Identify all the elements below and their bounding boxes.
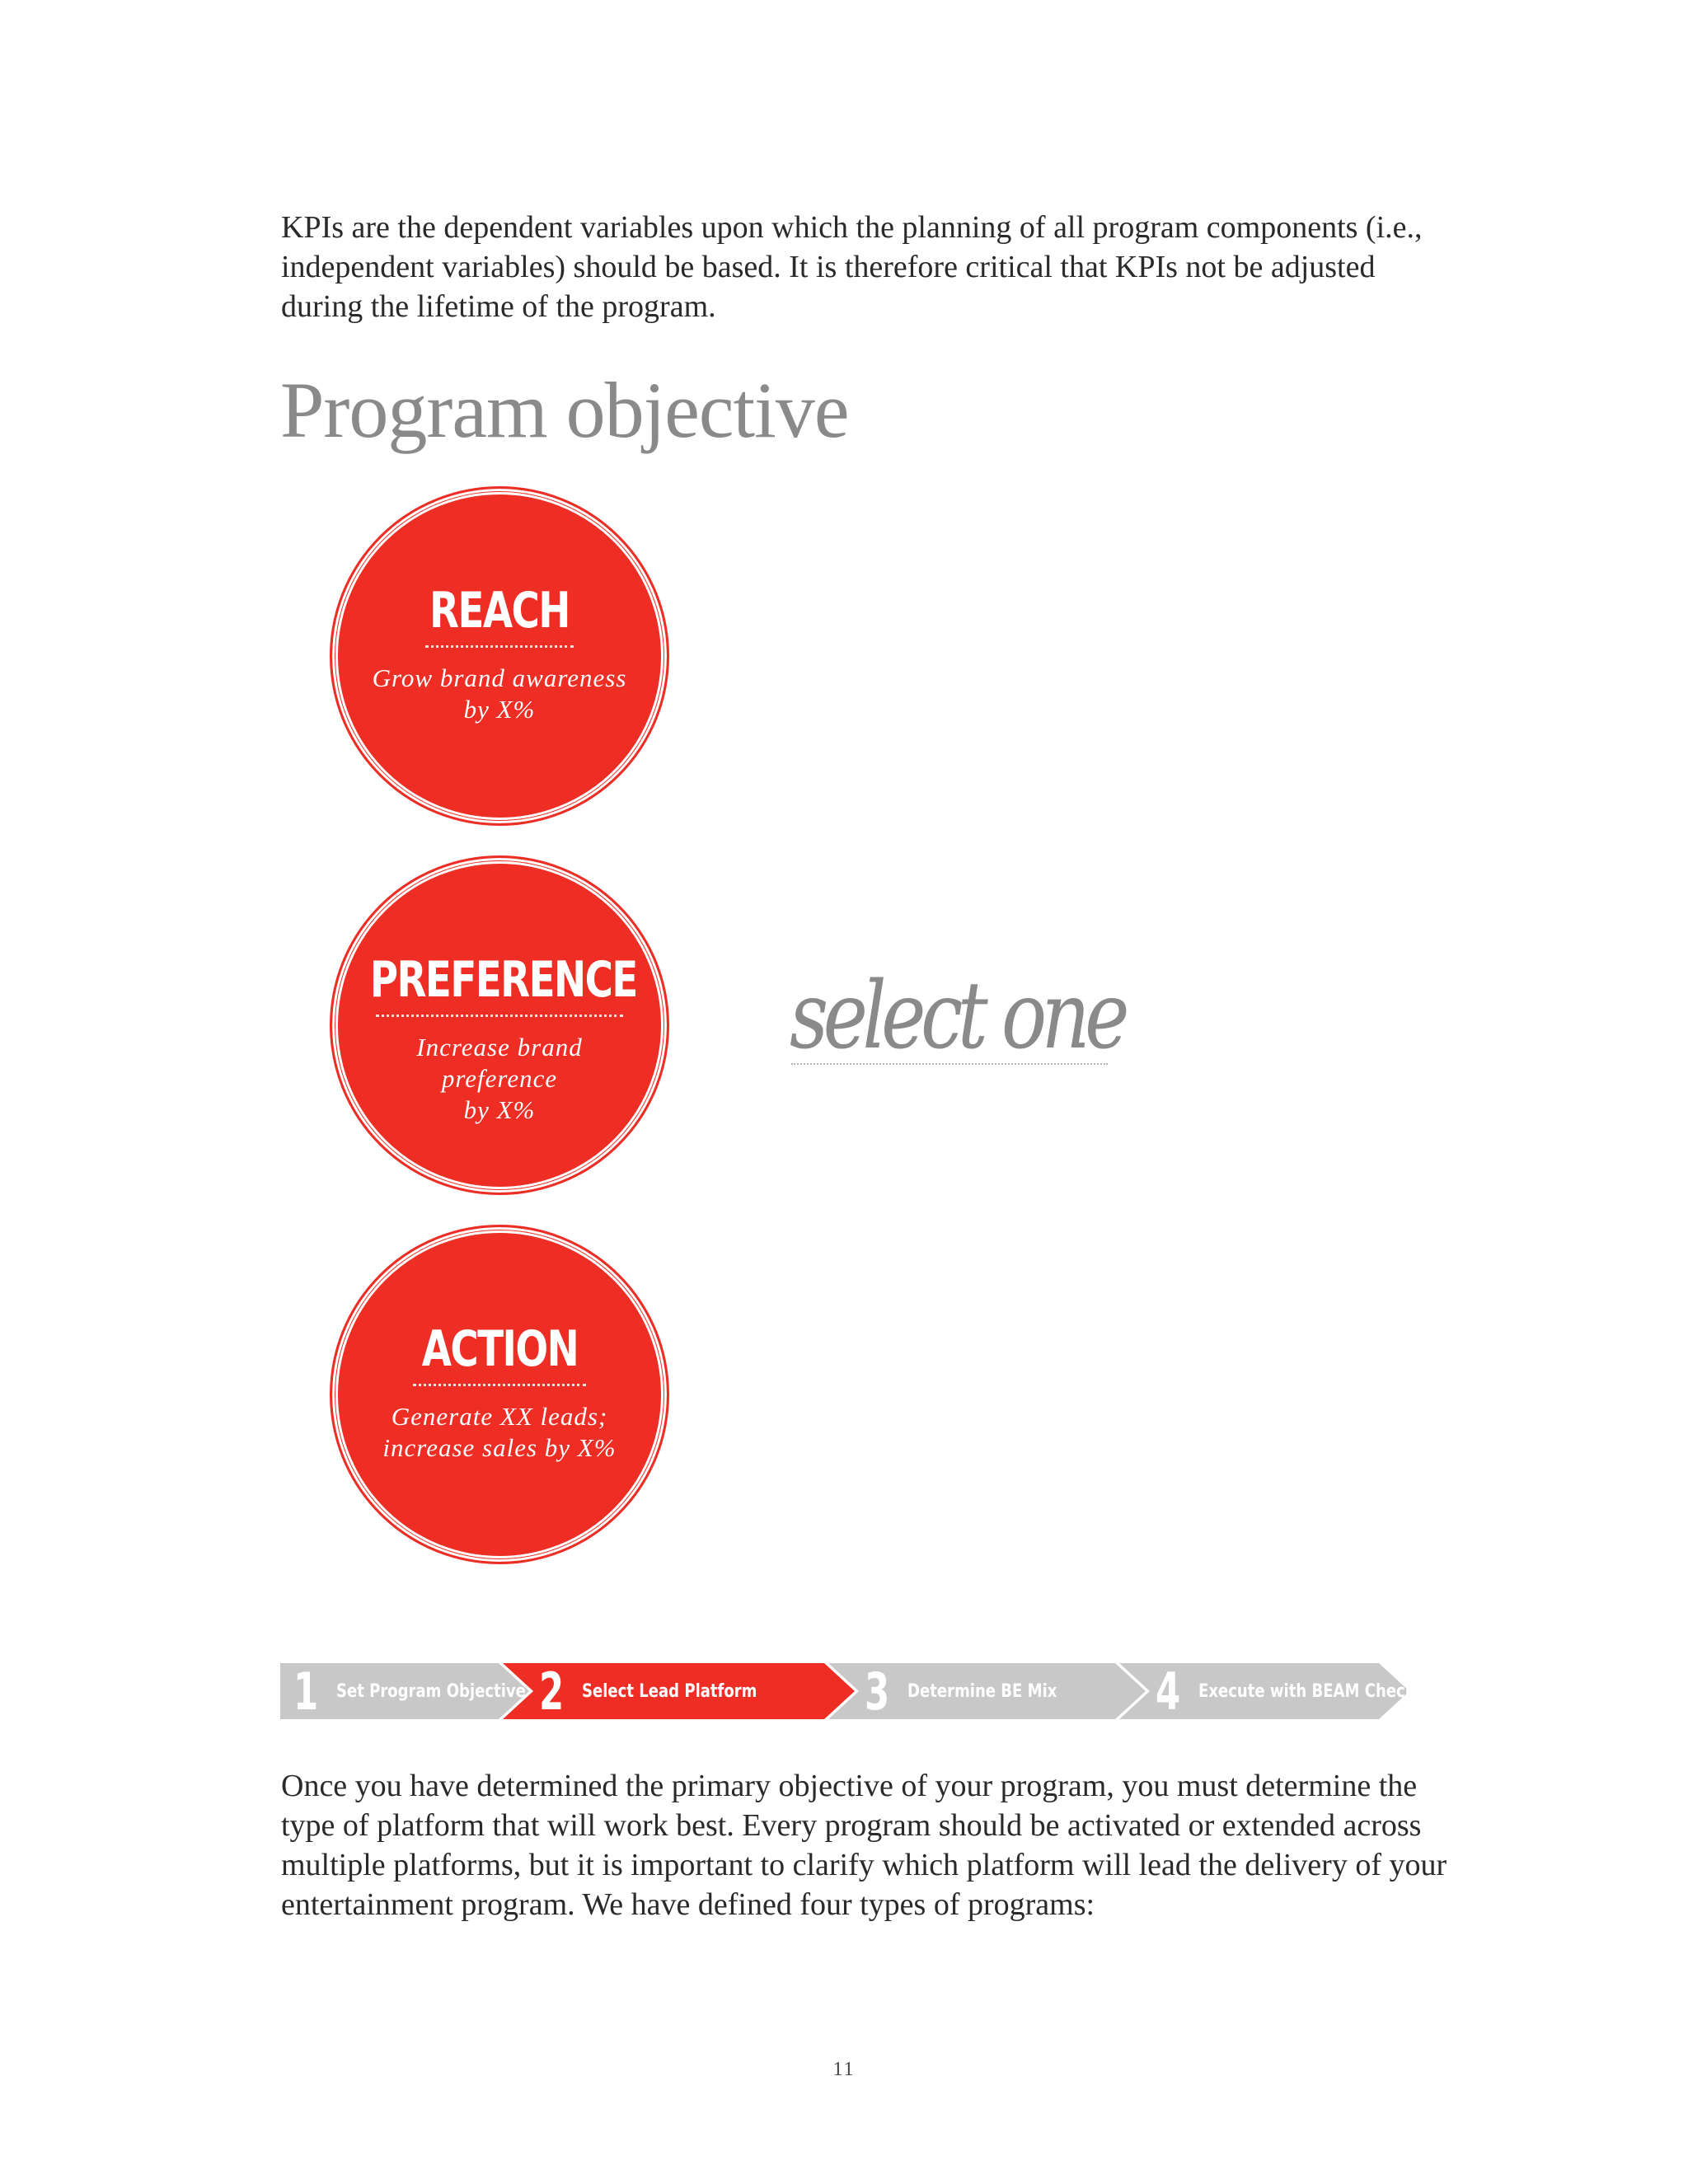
- step-2-select-lead-platform[interactable]: [534, 1661, 795, 1722]
- dotted-divider: [425, 645, 574, 648]
- step-number: 2: [539, 1661, 563, 1722]
- select-one-underline: [791, 1063, 1108, 1065]
- step-number: 4: [1156, 1661, 1179, 1722]
- body-paragraph: Once you have determined the primary objective of your program, you must determine the type of platform that will work best. Every program should be activated or extended across multiple platforms, but it is important to clarify which platform will lead the delivery of your entertainment program. We have defined four types of programs:: [281, 1769, 1447, 1922]
- objective-title: PREFERENCE: [369, 951, 637, 1009]
- objective-description: Increase brand preference by X%: [416, 1033, 583, 1124]
- step-1-set-program-objective[interactable]: [288, 1661, 567, 1722]
- page-number: 11: [832, 2059, 856, 2080]
- page-heading: Program objective: [280, 366, 849, 454]
- step-label: Set Program Objective: [336, 1680, 526, 1702]
- step-number: 3: [865, 1661, 889, 1722]
- step-label: Select Lead Platform: [582, 1680, 757, 1702]
- select-one-label: select one: [790, 963, 1124, 1070]
- intro-paragraph: KPIs are the dependent variables upon which the planning of all program components (i.e., independent variables) should be based. It is therefore critical that KPIs not be adjusted during the lifetime of the program.: [281, 210, 1423, 324]
- step-3-determine-be-mix[interactable]: [860, 1661, 1090, 1722]
- step-label: Determine BE Mix: [907, 1680, 1057, 1702]
- step-number: 1: [293, 1661, 317, 1722]
- objective-title: REACH: [429, 582, 570, 640]
- objective-title: ACTION: [421, 1320, 578, 1378]
- dotted-divider: [413, 1384, 586, 1386]
- objective-action[interactable]: [330, 1225, 669, 1564]
- objective-description: Generate XX leads; increase sales by X%: [382, 1402, 617, 1462]
- objective-reach[interactable]: [330, 486, 669, 826]
- objective-preference[interactable]: [330, 855, 669, 1195]
- objective-description: Grow brand awareness by X%: [372, 663, 627, 724]
- dotted-divider: [376, 1015, 623, 1017]
- step-progress-bar: [280, 1661, 1442, 1722]
- step-label: Execute with BEAM Checklist: [1198, 1680, 1442, 1702]
- step-4-execute-with-beam-checklist[interactable]: [1151, 1661, 1494, 1722]
